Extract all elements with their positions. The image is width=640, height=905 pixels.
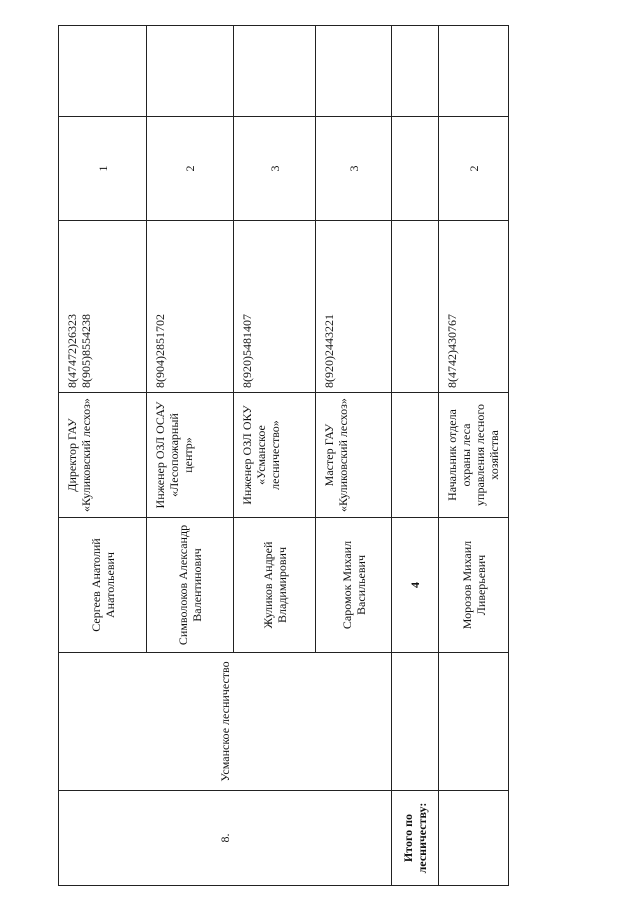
- extra-cell: [234, 26, 316, 117]
- phone-cell: [439, 221, 509, 393]
- phone-cell: [147, 221, 234, 393]
- person-position: Директор ГАУ «Куликовский лесхоз»: [59, 393, 147, 518]
- forestry-contacts-table: [58, 25, 509, 886]
- empty-cell: [439, 791, 509, 886]
- empty-cell: [392, 117, 439, 221]
- phone-number: 8(4742)430767: [445, 314, 459, 388]
- empty-cell: [439, 653, 509, 791]
- rotated-table-wrapper: [58, 26, 508, 886]
- person-position: Мастер ГАУ «Куликовский лесхоз»: [316, 393, 392, 518]
- phone-cell: [59, 221, 147, 393]
- total-label: Итого по лесничеству:: [392, 791, 439, 886]
- empty-cell: [392, 221, 439, 393]
- empty-cell: [392, 26, 439, 117]
- phone-number: 8(905)8554238: [79, 314, 93, 388]
- count-cell: 1: [59, 117, 147, 221]
- person-name: Жуликов Андрей Владимирович: [234, 518, 316, 653]
- group-number: 8.: [59, 791, 392, 886]
- phone-cell: [234, 221, 316, 393]
- extra-cell: [316, 26, 392, 117]
- phone-number: 8(920)5481407: [240, 314, 254, 388]
- empty-cell: [392, 393, 439, 518]
- extra-cell: [439, 26, 509, 117]
- phone-number: 8(47472)26323: [65, 314, 79, 388]
- person-name: Сергеев Анатолий Анатольевич: [59, 518, 147, 653]
- extra-cell: [147, 26, 234, 117]
- phone-number: 8(904)2851702: [153, 314, 167, 388]
- table-row: [59, 26, 147, 886]
- total-value: 4: [392, 518, 439, 653]
- person-name: Символоков Александр Валентинович: [147, 518, 234, 653]
- person-position: Начальник отдела охраны леса управления лесного хозяйства: [439, 393, 509, 518]
- forestry-name: Усманское лесничество: [59, 653, 392, 791]
- count-cell: 2: [439, 117, 509, 221]
- person-name: Морозов Михаил Ливерьевич: [439, 518, 509, 653]
- extra-cell: [59, 26, 147, 117]
- person-position: Инженер ОЗЛ ОСАУ «Лесопожарный центр»: [147, 393, 234, 518]
- count-cell: 3: [316, 117, 392, 221]
- table-row: [439, 26, 509, 886]
- phone-number: 8(920)2443221: [322, 314, 336, 388]
- person-name: Саромок Михаил Васильевич: [316, 518, 392, 653]
- person-position: Инженер ОЗЛ ОКУ «Усманское лесничество»: [234, 393, 316, 518]
- phone-cell: [316, 221, 392, 393]
- empty-cell: [392, 653, 439, 791]
- total-row: [392, 26, 439, 886]
- count-cell: 2: [147, 117, 234, 221]
- count-cell: 3: [234, 117, 316, 221]
